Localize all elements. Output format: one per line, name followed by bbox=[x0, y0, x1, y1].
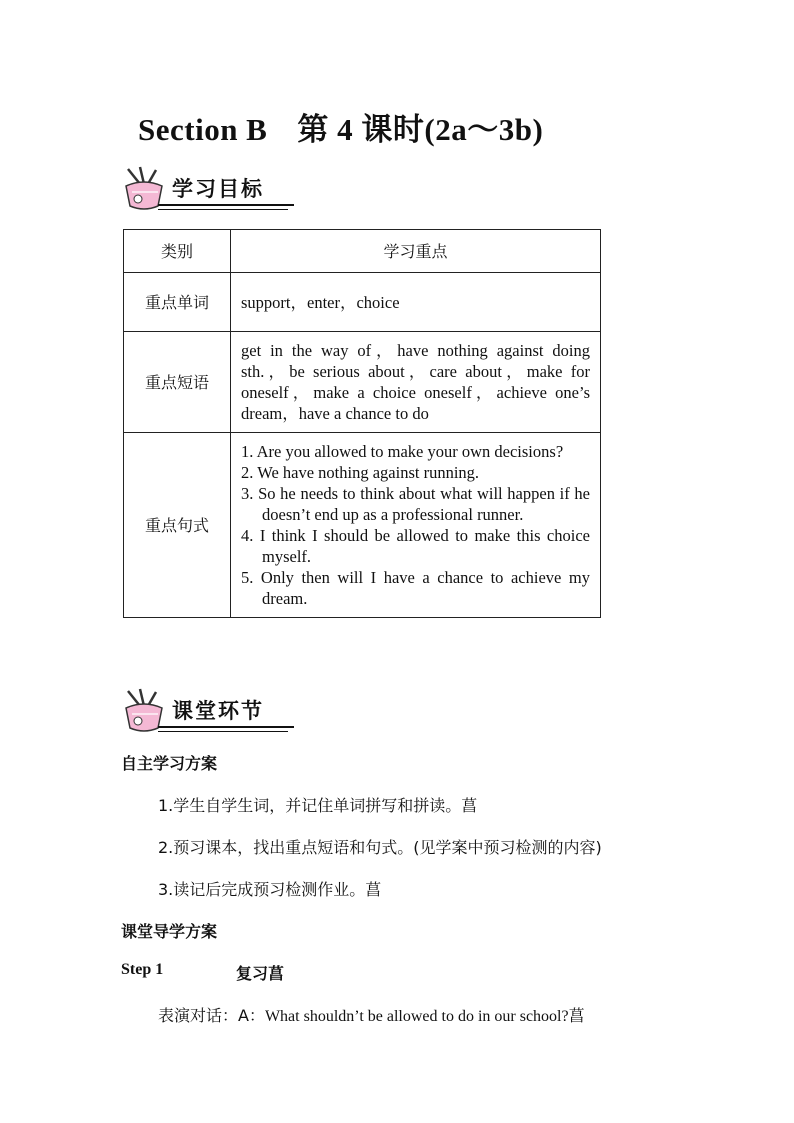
list-item: 5. Only then will I have a chance to achieve my dream. bbox=[241, 568, 590, 608]
table-row bbox=[124, 433, 601, 618]
goals-banner-label: 学习目标 bbox=[172, 177, 264, 201]
class-banner bbox=[118, 688, 294, 734]
table-header-row bbox=[124, 230, 601, 273]
banner-underline-thin bbox=[158, 209, 288, 210]
dialogue-prefix: 表演对话：A： bbox=[158, 1006, 265, 1025]
row-content bbox=[231, 433, 601, 618]
dialogue-text: What shouldn’t be allowed to do in our school?菖 bbox=[264, 1008, 585, 1025]
row-content: get in the way of，have nothing against doing sth.，be serious about，care about，make for oneself，make a choice oneself，achieve one’s dream，have a chance to do bbox=[231, 332, 601, 433]
self-study-item: 3.读记后完成预习检测作业。菖 bbox=[158, 880, 382, 899]
dialogue-line bbox=[158, 1003, 585, 1026]
goals-banner bbox=[118, 166, 294, 212]
banner-underline-thin bbox=[158, 731, 288, 732]
guide-heading: 课堂导学方案 bbox=[121, 922, 218, 941]
header-category: 类别 bbox=[124, 230, 231, 273]
list-item: 1. Are you allowed to make your own decisions? bbox=[241, 442, 564, 461]
self-study-item: 2.预习课本，找出重点短语和句式。(见学案中预习检测的内容) bbox=[158, 838, 602, 857]
title-lesson: 第 4 课时(2a～3b) bbox=[297, 112, 544, 147]
step1-title: 复习菖 bbox=[236, 964, 285, 983]
step1-label: Step 1 bbox=[121, 961, 164, 978]
title-section: Section B bbox=[138, 112, 268, 147]
row-category: 重点句式 bbox=[124, 433, 231, 618]
page-title bbox=[138, 104, 543, 149]
list-item: 4. I think I should be allowed to make this choice myself. bbox=[241, 526, 590, 566]
goals-table bbox=[123, 229, 601, 618]
sentence-list bbox=[241, 441, 590, 609]
header-focus: 学习重点 bbox=[231, 230, 601, 273]
table-row bbox=[124, 332, 601, 433]
row-category: 重点短语 bbox=[124, 332, 231, 433]
list-item: 3. So he needs to think about what will happen if he doesn’t end up as a professional runner. bbox=[241, 484, 590, 524]
row-content: support，enter，choice bbox=[231, 273, 601, 332]
self-study-heading: 自主学习方案 bbox=[121, 754, 218, 773]
table-row bbox=[124, 273, 601, 332]
banner-underline bbox=[158, 204, 294, 206]
class-banner-label: 课堂环节 bbox=[172, 699, 264, 723]
row-category: 重点单词 bbox=[124, 273, 231, 332]
banner-underline bbox=[158, 726, 294, 728]
list-item: 2. We have nothing against running. bbox=[241, 463, 480, 482]
self-study-item: 1.学生自学生词，并记住单词拼写和拼读。菖 bbox=[158, 796, 478, 815]
